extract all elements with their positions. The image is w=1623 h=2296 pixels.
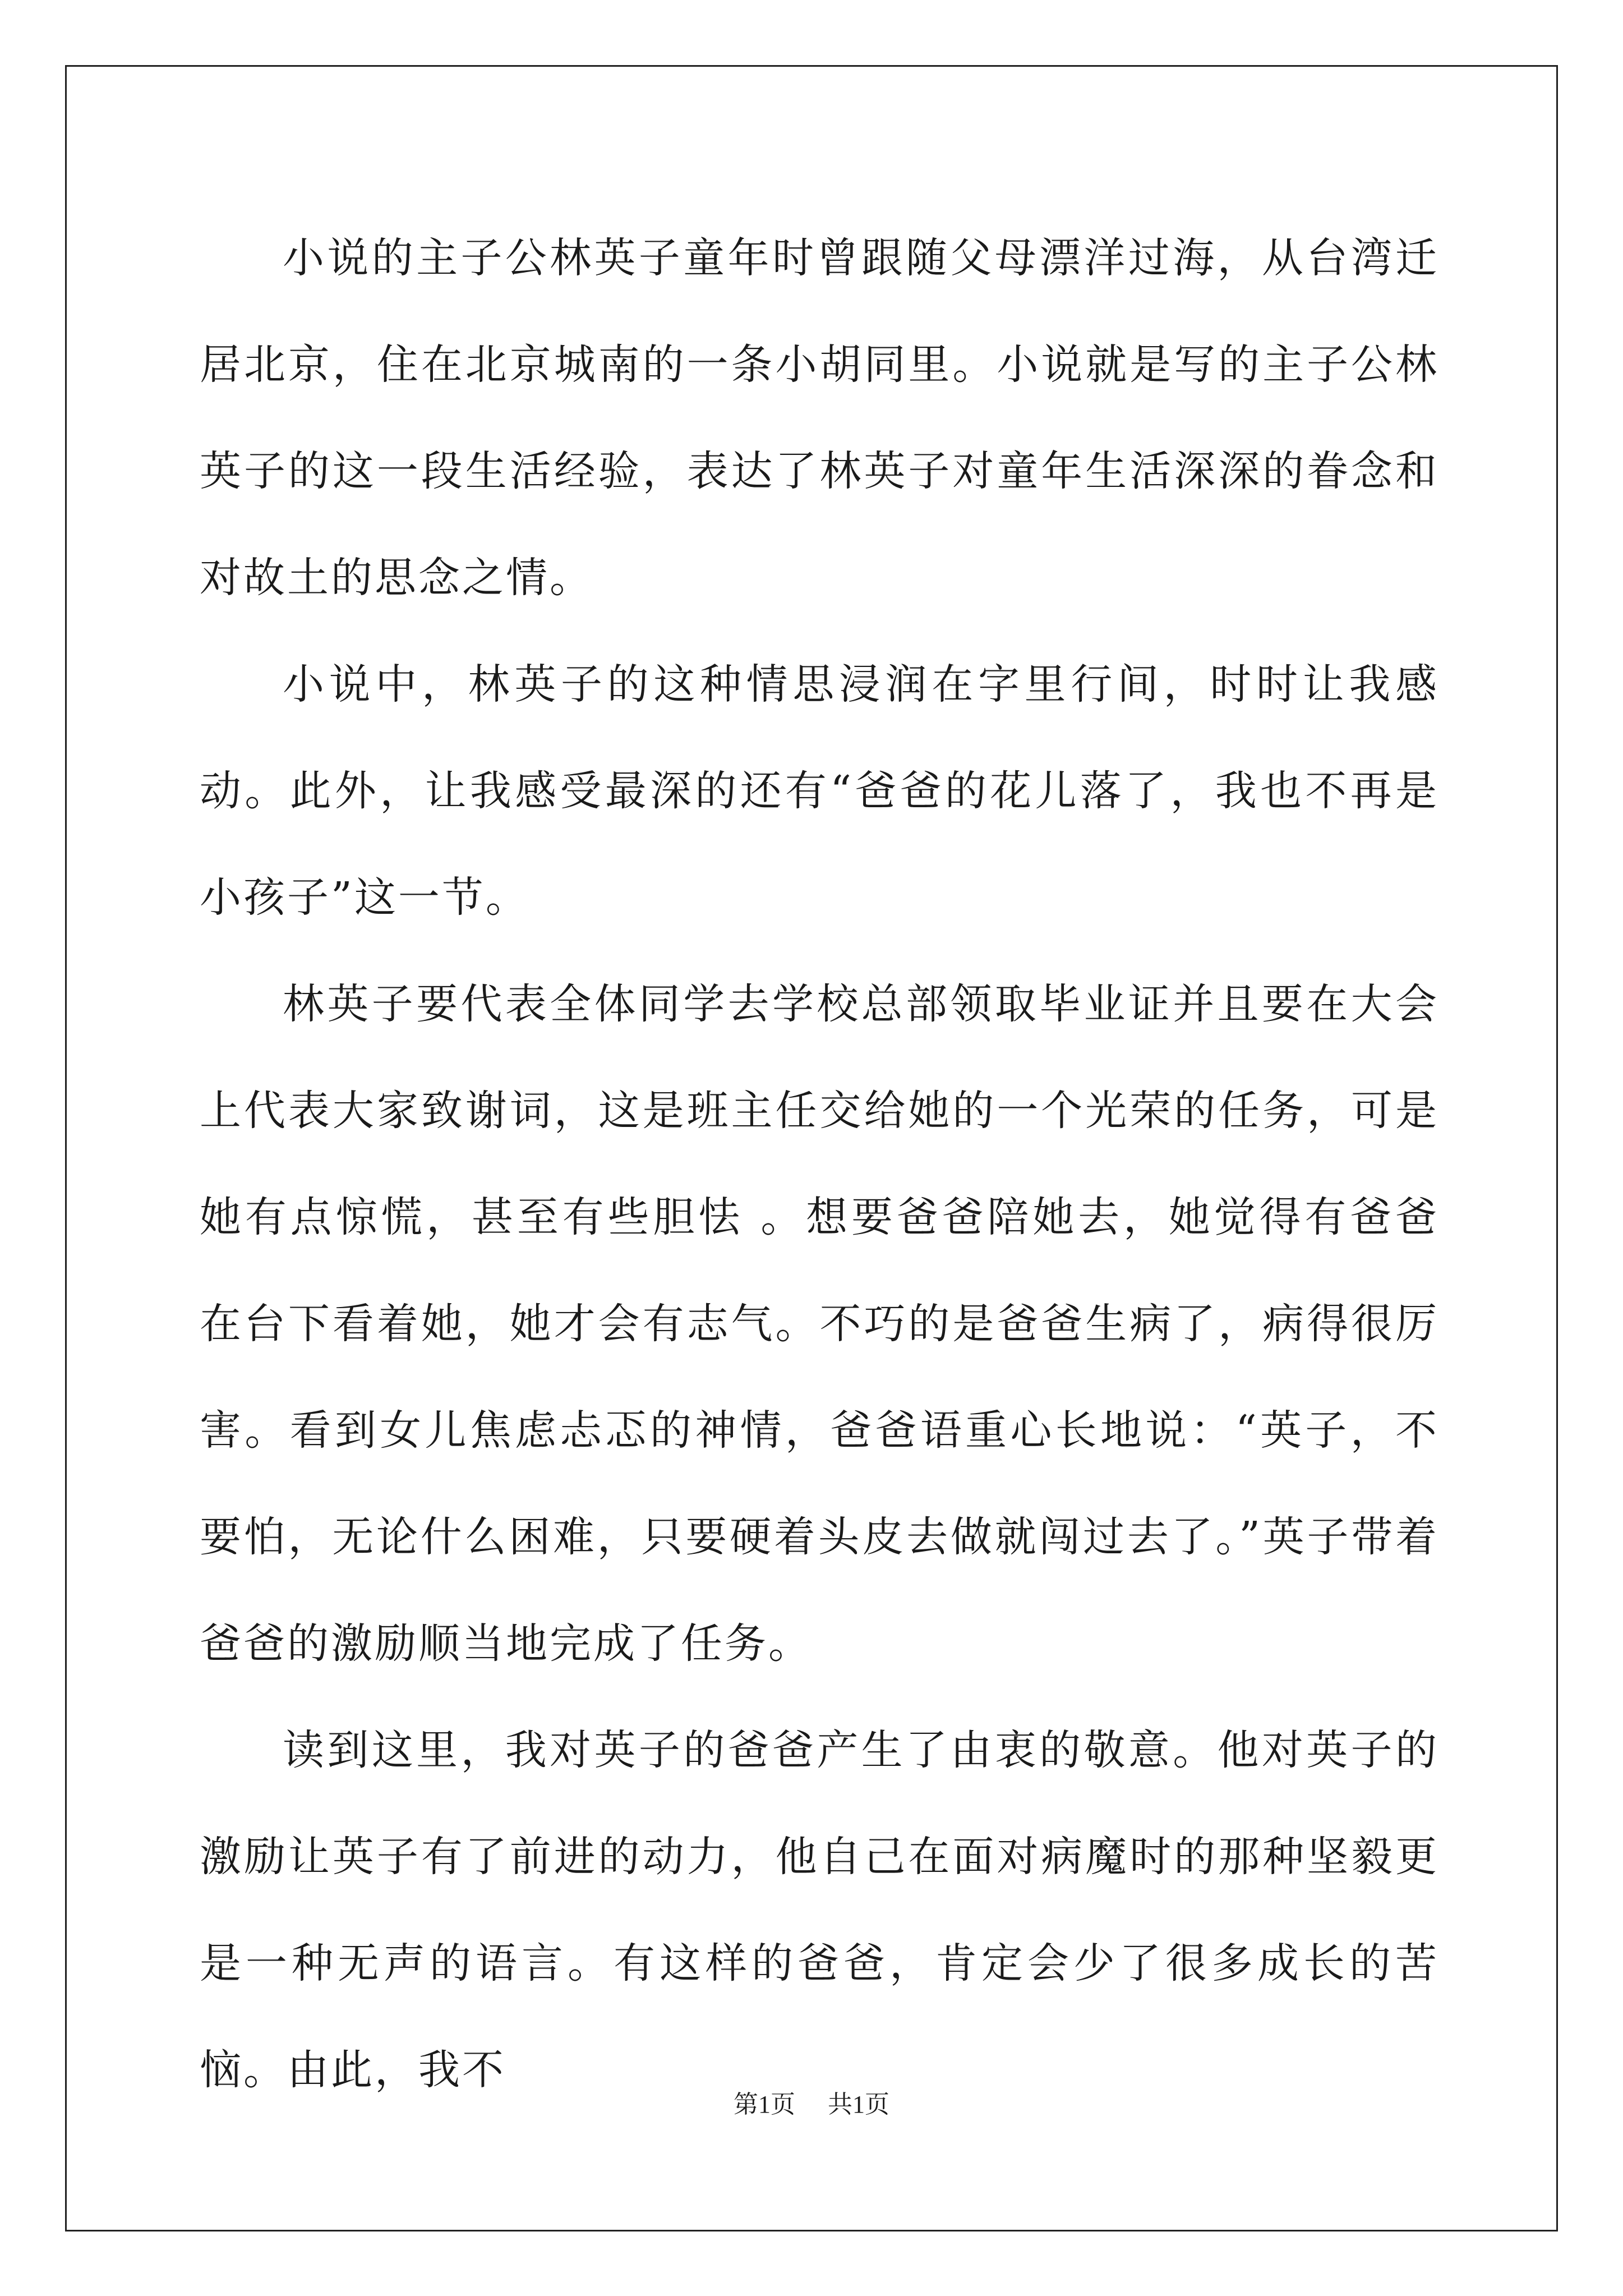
paragraph-4: 读到这里，我对英子的爸爸产生了由衷的敬意。他对英子的激励让英子有了前进的动力，他自己在面对病魔时的那种坚毅更是一种无声的语言。有这样的爸爸，肯定会少了很多成长的苦恼。由此，我不: [200, 1726, 1439, 2094]
document-body: [200, 205, 1439, 2123]
paragraph-3: 林英子要代表全体同学去学校总部领取毕业证并且要在大会上代表大家致谢词，这是班主任交给她的一个光荣的任务，可是她有点惊慌，甚至有些胆怯 。想要爸爸陪她去，她觉得有爸爸在台下看着她，她才会有志气。不巧的是爸爸生病了，病得很厉害。看到女儿焦虑忐忑的神情，爸爸语重心长地说：“英子，不要怕，无论什么困难，只要硬着头皮去做就闯过去了。”英子带着爸爸的激励顺当地完成了任务。: [200, 980, 1439, 1668]
page-total: 共1页: [828, 2091, 889, 2118]
paragraph-2: 小说中，林英子的这种情思浸润在字里行间，时时让我感动。此外，让我感受最深的还有“爸爸的花儿落了，我也不再是小孩子”这一节。: [200, 660, 1439, 922]
page-footer: [0, 2088, 1623, 2122]
page-number: 第1页: [734, 2091, 795, 2118]
paragraph-1: 小说的主子公林英子童年时曾跟随父母漂洋过海，从台湾迁居北京，住在北京城南的一条小胡同里。小说就是写的主子公林英子的这一段生活经验，表达了林英子对童年生活深深的眷念和对故土的思念之情。: [200, 234, 1439, 602]
